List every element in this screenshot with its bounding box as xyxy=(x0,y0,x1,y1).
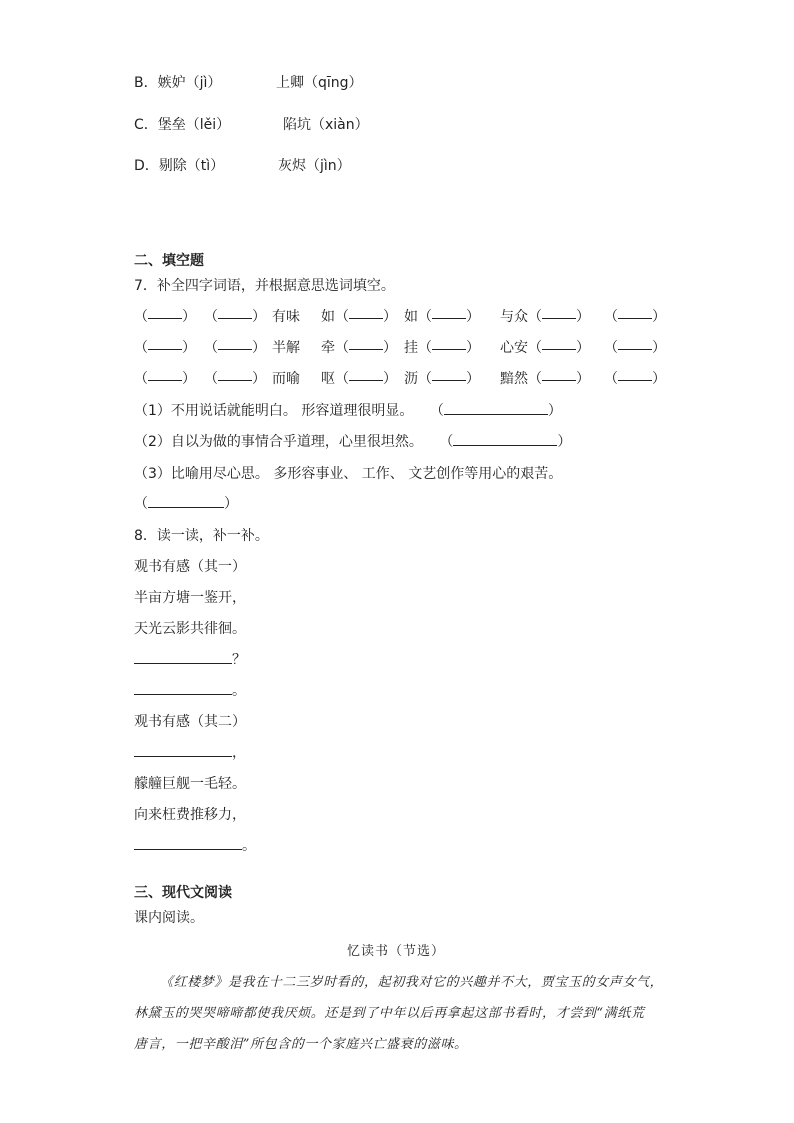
sub-question-3: （3）比喻用尽心思。 多形容事业、 工作、 文艺创作等用心的艰苦。 xyxy=(134,466,563,482)
section-title: 三、现代文阅读 xyxy=(134,885,232,901)
poem-blank-line[interactable]: ， xyxy=(134,742,246,762)
idiom-fragment-with-blank[interactable]: 如（ ） xyxy=(404,309,480,325)
option-label: D． xyxy=(134,158,159,174)
option-label: B． xyxy=(134,75,158,91)
idiom-fragment-with-blank[interactable]: 挂（ ） xyxy=(404,340,480,356)
idiom-blank[interactable]: （ ） xyxy=(604,371,666,387)
idiom-blank[interactable]: （ ） xyxy=(204,371,266,387)
sub-question-2: （2）自以为做的事情合乎道理，心里很坦然。 （ ） xyxy=(134,434,572,450)
option-word-a: 嫉妒（jì） xyxy=(157,75,222,91)
idiom-fragment: 而喻 xyxy=(272,371,300,387)
section-subtitle: 课内阅读。 xyxy=(134,910,204,926)
question-8-stem: 8．读一读，补一补。 xyxy=(134,528,269,544)
option-word-a: 剔除（tì） xyxy=(158,158,225,174)
idiom-row-1 xyxy=(134,306,674,324)
option-b-word-b: 上卿（qīng） xyxy=(276,75,363,91)
poem-blank-line[interactable]: ？ xyxy=(134,649,246,669)
idiom-fragment: 有味 xyxy=(272,309,300,325)
question-7-stem: 7．补全四字词语，并根据意思选词填空。 xyxy=(134,278,395,294)
option-d-word-b: 灰烬（jìn） xyxy=(278,158,351,174)
poem-blank-line[interactable]: 。 xyxy=(134,680,246,700)
answer-blank[interactable]: （ ） xyxy=(439,434,572,450)
option-c-word-b: 陷坑（xiàn） xyxy=(283,117,369,133)
poem-1-title: 观书有感（其一） xyxy=(134,559,246,575)
idiom-blank[interactable]: （ ） xyxy=(134,340,196,356)
idiom-fragment-with-blank[interactable]: 牵（ ） xyxy=(321,340,397,356)
sub-question-1: （1）不用说话就能明白。 形容道理很明显。 （ ） xyxy=(134,403,562,419)
passage-line: 《红楼梦》是我在十二三岁时看的，起初我对它的兴趣并不大，贾宝玉的女声女气， xyxy=(160,975,664,990)
idiom-fragment-with-blank[interactable]: 呕（ ） xyxy=(321,371,397,387)
option-b xyxy=(134,72,221,92)
idiom-fragment-with-blank[interactable]: 如（ ） xyxy=(321,309,397,325)
option-d xyxy=(134,155,224,175)
idiom-row-2 xyxy=(134,337,674,355)
answer-blank[interactable]: （ ） xyxy=(429,403,562,419)
idiom-blank[interactable]: （ ） xyxy=(204,309,266,325)
answer-blank[interactable]: （ ） xyxy=(134,496,238,512)
option-word-a: 堡垒（lěi） xyxy=(157,117,231,133)
poem-line: 向来枉费推移力， xyxy=(134,807,246,823)
idiom-fragment: 半解 xyxy=(272,340,300,356)
passage-line: 唐言，一把辛酸泪”所包含的一个家庭兴亡盛衰的滋味。 xyxy=(134,1037,468,1052)
passage-title: 忆读书（节选） xyxy=(347,944,446,959)
poem-2-title: 观书有感（其二） xyxy=(134,714,246,730)
idiom-fragment-with-blank[interactable]: 与众（ ） xyxy=(500,309,590,325)
idiom-row-3 xyxy=(134,368,674,386)
option-c xyxy=(134,114,230,134)
idiom-fragment-with-blank[interactable]: 心安（ ） xyxy=(500,340,590,356)
poem-blank-line[interactable]: 。 xyxy=(134,835,256,855)
section-title: 二、填空题 xyxy=(134,253,204,269)
poem-line: 半亩方塘一鉴开， xyxy=(134,590,246,606)
poem-line: 艨艟巨舰一毛轻。 xyxy=(134,776,246,792)
poem-line: 天光云影共徘徊。 xyxy=(134,621,246,637)
passage-line: 林黛玉的哭哭啼啼都使我厌烦。还是到了中年以后再拿起这部书看时，才尝到“满纸荒 xyxy=(134,1006,645,1021)
idiom-blank[interactable]: （ ） xyxy=(604,309,666,325)
option-label: C． xyxy=(134,117,158,133)
idiom-blank[interactable]: （ ） xyxy=(134,309,196,325)
idiom-blank[interactable]: （ ） xyxy=(604,340,666,356)
idiom-blank[interactable]: （ ） xyxy=(204,340,266,356)
idiom-blank[interactable]: （ ） xyxy=(134,371,196,387)
idiom-fragment-with-blank[interactable]: 沥（ ） xyxy=(404,371,480,387)
idiom-fragment-with-blank[interactable]: 黯然（ ） xyxy=(500,371,590,387)
